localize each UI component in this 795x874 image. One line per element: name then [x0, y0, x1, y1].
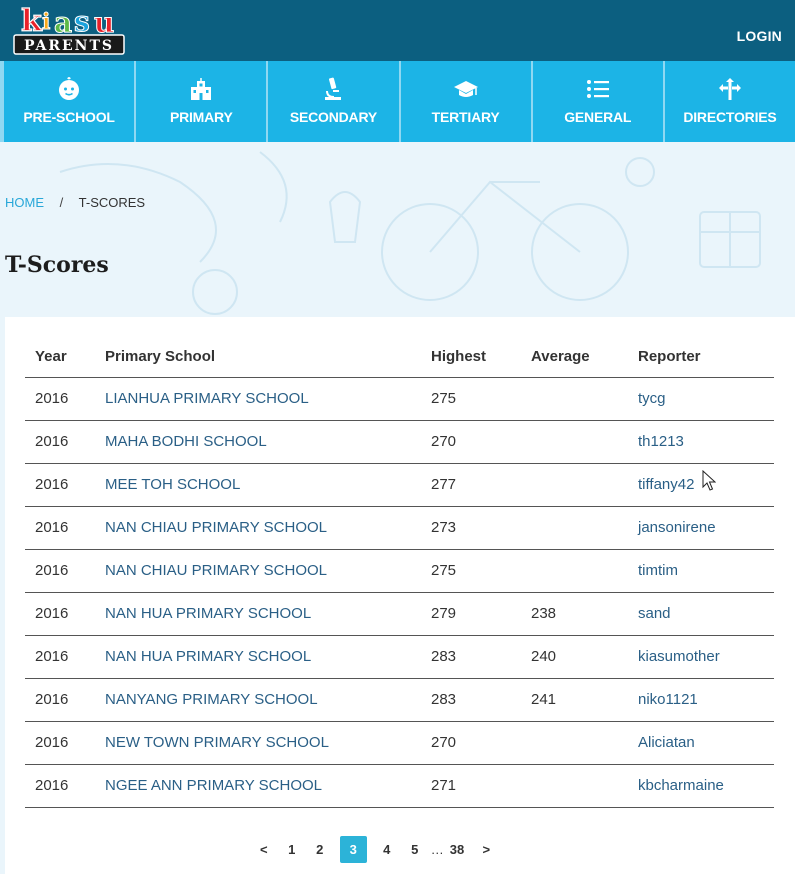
table-row	[25, 549, 774, 592]
table-row	[25, 635, 774, 678]
svg-text:s: s	[74, 5, 90, 38]
cell-highest: 270	[421, 420, 521, 463]
nav-item-tertiary[interactable]	[399, 61, 531, 142]
reporter-link[interactable]: tycg	[638, 390, 666, 407]
school-link[interactable]: NAN HUA PRIMARY SCHOOL	[105, 648, 312, 665]
page-4-button[interactable]: 4	[383, 842, 391, 857]
school-link[interactable]: NAN CHIAU PRIMARY SCHOOL	[105, 519, 327, 536]
cell-average	[521, 377, 628, 420]
cell-year: 2016	[25, 592, 95, 635]
table-row	[25, 678, 774, 721]
cell-average	[521, 506, 628, 549]
cell-highest: 273	[421, 506, 521, 549]
school-link[interactable]: NAN HUA PRIMARY SCHOOL	[105, 605, 312, 622]
signpost-icon	[717, 77, 743, 101]
table-row	[25, 764, 774, 807]
cell-year: 2016	[25, 721, 95, 764]
cell-year: 2016	[25, 506, 95, 549]
kiasu-parents-logo[interactable]	[12, 2, 126, 57]
background-doodles	[0, 142, 795, 317]
cell-year: 2016	[25, 764, 95, 807]
cell-year: 2016	[25, 635, 95, 678]
cell-highest: 270	[421, 721, 521, 764]
table-row	[25, 463, 774, 506]
school-link[interactable]: NGEE ANN PRIMARY SCHOOL	[105, 777, 323, 794]
nav-item-secondary[interactable]	[266, 61, 398, 142]
reporter-link[interactable]: tiffany42	[638, 476, 695, 493]
table-row	[25, 592, 774, 635]
school-link[interactable]: NAN CHIAU PRIMARY SCHOOL	[105, 562, 327, 579]
reporter-link[interactable]: niko1121	[638, 691, 698, 708]
mouse-pointer-icon	[702, 470, 716, 492]
cell-highest: 275	[421, 377, 521, 420]
reporter-link[interactable]: kbcharmaine	[638, 777, 724, 794]
nav-label: TERTIARY	[431, 109, 500, 125]
cell-year: 2016	[25, 463, 95, 506]
cell-year: 2016	[25, 678, 95, 721]
nav-label: SECONDARY	[289, 109, 377, 125]
cell-highest: 271	[421, 764, 521, 807]
table-row	[25, 420, 774, 463]
table-row	[25, 506, 774, 549]
page-5-button[interactable]: 5	[411, 842, 419, 857]
cell-year: 2016	[25, 377, 95, 420]
breadcrumb	[5, 195, 145, 210]
breadcrumb-current: T-SCORES	[78, 195, 146, 210]
table-header-row	[25, 337, 774, 377]
svg-text:PARENTS: PARENTS	[23, 38, 115, 54]
cell-average	[521, 721, 628, 764]
column-header-average: Average	[521, 337, 628, 377]
prev-page-button[interactable]: <	[259, 842, 268, 857]
graduation-cap-icon	[453, 77, 479, 101]
page-3-button-active[interactable]: 3	[340, 836, 367, 863]
svg-text:u: u	[94, 6, 115, 39]
page-38-button[interactable]: 38	[449, 842, 465, 857]
reporter-link[interactable]: jansonirene	[638, 519, 716, 536]
reporter-link[interactable]: th1213	[638, 433, 684, 450]
t-scores-card	[5, 317, 795, 874]
column-header-year: Year	[25, 337, 95, 377]
next-page-button[interactable]: >	[482, 842, 491, 857]
reporter-link[interactable]: timtim	[638, 562, 678, 579]
cell-average	[521, 420, 628, 463]
list-icon	[585, 77, 611, 101]
cell-average: 238	[521, 592, 628, 635]
nav-item-pre-school[interactable]	[0, 61, 134, 142]
nav-item-primary[interactable]	[134, 61, 266, 142]
cell-highest: 283	[421, 635, 521, 678]
table-row	[25, 721, 774, 764]
school-link[interactable]: MAHA BODHI SCHOOL	[105, 433, 267, 450]
school-link[interactable]: LIANHUA PRIMARY SCHOOL	[105, 390, 309, 407]
cell-highest: 275	[421, 549, 521, 592]
microscope-icon	[320, 77, 346, 101]
nav-label: PRIMARY	[169, 109, 233, 125]
cell-average: 241	[521, 678, 628, 721]
school-link[interactable]: MEE TOH SCHOOL	[105, 476, 241, 493]
reporter-link[interactable]: sand	[638, 605, 671, 622]
page-title: T-Scores	[5, 252, 109, 278]
breadcrumb-home-link[interactable]: HOME	[5, 195, 44, 210]
cell-average	[521, 463, 628, 506]
table-row	[25, 377, 774, 420]
pagination	[5, 836, 745, 863]
nav-item-directories[interactable]	[663, 61, 795, 142]
cell-highest: 283	[421, 678, 521, 721]
baby-icon	[56, 77, 82, 101]
column-header-reporter: Reporter	[628, 337, 774, 377]
column-header-school: Primary School	[95, 337, 421, 377]
t-scores-table	[25, 337, 774, 808]
school-link[interactable]: NEW TOWN PRIMARY SCHOOL	[105, 734, 329, 751]
reporter-link[interactable]: kiasumother	[638, 648, 720, 665]
cell-highest: 279	[421, 592, 521, 635]
column-header-highest: Highest	[421, 337, 521, 377]
school-link[interactable]: NANYANG PRIMARY SCHOOL	[105, 691, 318, 708]
cell-year: 2016	[25, 420, 95, 463]
nav-label: GENERAL	[564, 109, 632, 125]
page-2-button[interactable]: 2	[316, 842, 324, 857]
svg-text:i: i	[42, 9, 51, 35]
nav-label: DIRECTORIES	[683, 109, 777, 125]
top-bar	[0, 0, 795, 61]
school-building-icon	[188, 77, 214, 101]
page-1-button[interactable]: 1	[288, 842, 296, 857]
main-nav	[0, 61, 795, 142]
nav-item-general[interactable]	[531, 61, 663, 142]
cell-average	[521, 549, 628, 592]
breadcrumb-separator: /	[59, 195, 64, 210]
svg-text:k: k	[21, 4, 42, 39]
cell-average: 240	[521, 635, 628, 678]
nav-label: PRE-SCHOOL	[23, 109, 115, 125]
reporter-link[interactable]: Aliciatan	[638, 734, 695, 751]
pagination-ellipsis: …	[430, 842, 444, 857]
cell-highest: 277	[421, 463, 521, 506]
svg-text:a: a	[54, 6, 73, 39]
cell-average	[521, 764, 628, 807]
login-link[interactable]: LOGIN	[736, 28, 782, 44]
cell-year: 2016	[25, 549, 95, 592]
